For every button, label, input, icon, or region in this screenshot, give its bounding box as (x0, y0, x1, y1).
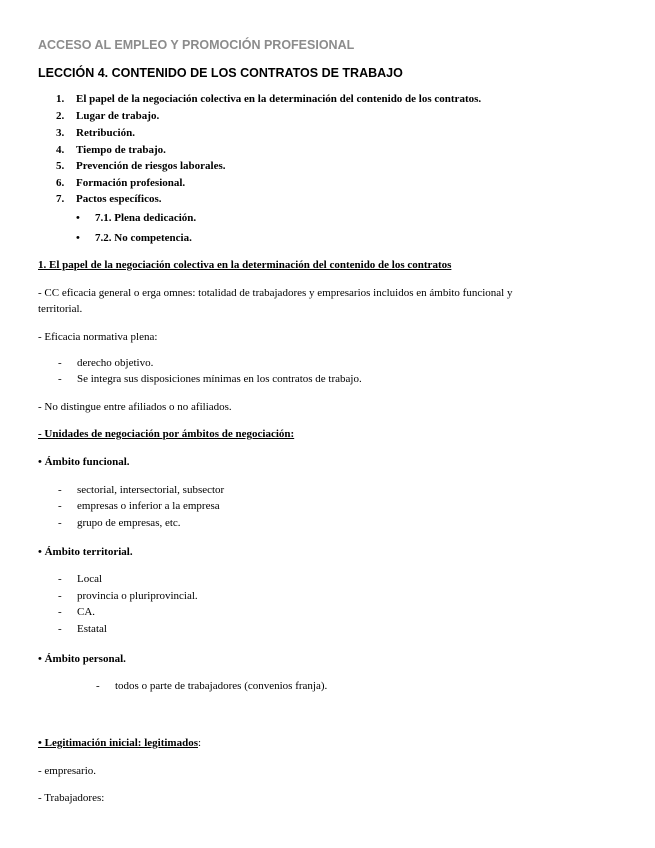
outline-number: 3. (56, 127, 65, 139)
outline-number: 6. (56, 177, 65, 189)
list-item-text: Se integra sus disposiciones mínimas en los contratos de trabajo. (77, 373, 362, 385)
dash-marker: - (58, 590, 62, 602)
outline-number: 5. (56, 160, 65, 172)
outline-number: 7. (56, 193, 65, 205)
paragraph-afiliados: - No distingue entre afiliados o no afiliados. (38, 401, 232, 413)
dash-marker: - (58, 484, 62, 496)
paragraph-eficacia-normativa: - Eficacia normativa plena: (38, 331, 158, 343)
outline-label: Tiempo de trabajo. (76, 144, 166, 156)
list-item-text: provincia o pluriprovincial. (77, 590, 198, 602)
list-item-text: empresas o inferior a la empresa (77, 500, 220, 512)
section-1-title: 1. El papel de la negociación colectiva en la determinación del contenido de los contratos (38, 259, 452, 271)
paragraph-eficacia-general-cont: territorial. (38, 303, 83, 315)
list-item-text: grupo de empresas, etc. (77, 517, 181, 529)
outline-label: Pactos específicos. (76, 193, 162, 205)
dash-marker: - (58, 623, 62, 635)
ambito-territorial-title: • Ámbito territorial. (38, 546, 133, 558)
course-header: ACCESO AL EMPLEO Y PROMOCIÓN PROFESIONAL (38, 38, 355, 52)
paragraph-eficacia-general: - CC eficacia general o erga omnes: totalidad de trabajadores y empresarios incluidos en ámbito funcional y (38, 287, 513, 299)
dash-marker: - (58, 500, 62, 512)
list-item-text: todos o parte de trabajadores (convenios franja). (115, 680, 328, 692)
legitimacion-colon: : (197, 737, 202, 749)
outline-number: 4. (56, 144, 65, 156)
outline-label: 7.2. No competencia. (95, 232, 192, 244)
outline-label: 7.1. Plena dedicación. (95, 212, 197, 224)
bullet-icon: • (76, 212, 80, 224)
outline-label: Lugar de trabajo. (76, 110, 160, 122)
bullet-icon: • (76, 232, 80, 244)
dash-marker: - (58, 573, 62, 585)
outline-number: 2. (56, 110, 65, 122)
list-item-text: derecho objetivo. (77, 357, 154, 369)
lesson-title: LECCIÓN 4. CONTENIDO DE LOS CONTRATOS DE TRABAJO (38, 66, 403, 80)
outline-label: El papel de la negociación colectiva en la determinación del contenido de los contratos. (76, 93, 482, 105)
list-item-text: Local (77, 573, 103, 585)
outline-label: Formación profesional. (76, 177, 186, 189)
dash-marker: - (96, 680, 100, 692)
dash-marker: - (58, 606, 62, 618)
outline-label: Retribución. (76, 127, 135, 139)
list-item-text: sectorial, intersectorial, subsector (77, 484, 225, 496)
units-title: - Unidades de negociación por ámbitos de negociación: (38, 428, 295, 440)
dash-marker: - (58, 517, 62, 529)
ambito-personal-title: • Ámbito personal. (38, 653, 126, 665)
legitimado-empresario: - empresario. (38, 765, 97, 777)
legitimado-trabajadores: - Trabajadores: (38, 792, 105, 804)
dash-marker: - (58, 357, 62, 369)
outline-number: 1. (56, 93, 65, 105)
legitimacion-label: • Legitimación inicial: legitimados (38, 737, 198, 749)
outline-label: Prevención de riesgos laborales. (76, 160, 226, 172)
list-item-text: Estatal (77, 623, 107, 635)
legitimacion-title (38, 737, 201, 749)
list-item-text: CA. (77, 606, 96, 618)
dash-marker: - (58, 373, 62, 385)
ambito-funcional-title: • Ámbito funcional. (38, 456, 130, 468)
